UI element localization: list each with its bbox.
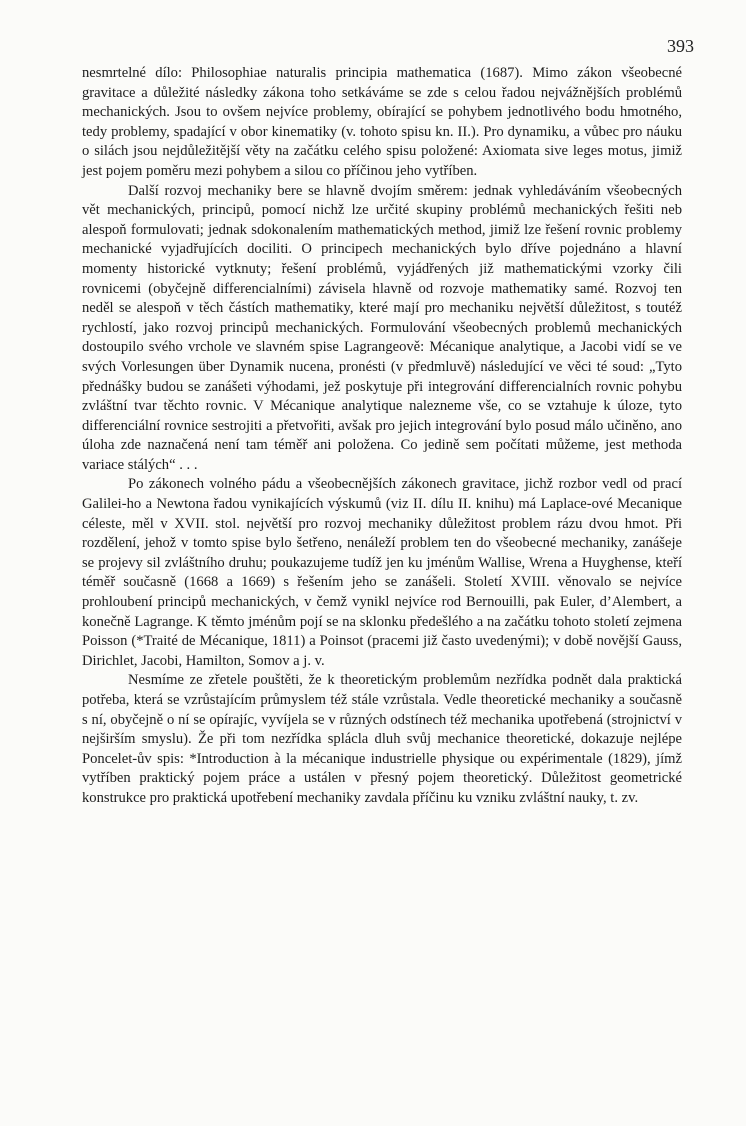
paragraph-2: Další rozvoj mechaniky bere se hlavně dvojím směrem: jednak vyhledáváním všeobecných vět mechanických, principů, pomocí nichž lze určité skupiny problémů mechanických řešiti neb alespoň formulovati; jednak sdokonalením mathematických method, jimiž lze řešení rovnic problemy mechanické vyjadřujících dociliti. O principech mechanických bylo dříve pojednáno a hlavní momenty historické vytknuty; řešení problémů, vyjádřených již mathematickými vzorky čili rovnicemi (obyčejně differencialními) závisela hlavně od rozvoje mathematiky samé. Rozvoj ten neděl se alespoň v těch částích mathematiky, které mají pro mechaniku největší důležitost, s toutéž rychlostí, jako rozvoj principů mechanických. Formulování všeobecných problemů mechanických dostoupilo svého vrchole ve slavném spise Lagrangeově: Mécanique analytique, a Jacobi vidí se ve svých Vorlesungen über Dynamik nucena, pronésti (v předmluvě) následující ve věci té soud: „Tyto přednášky budou se zanášeti výhodami, jež poskytuje při integrování differencialních rovnic pohybu zvláštní tvar těchto rovnic. V Mécanique analytique nalezneme vše, co se vztahuje k úloze, tyto differenciální rovnice sestrojiti a přetvořiti, avšak pro jejich integrování bylo posud málo učiněno, ano úloha zde naznačená není tam téměř ani položena. Co jedině sem počítati můžeme, jest methoda variace stálých“ . . . [82,182,682,473]
body-text [82,64,682,809]
page-number: 393 [667,36,694,56]
paragraph-3: Po zákonech volného pádu a všeobecnějších zákonech gravitace, jichž rozbor vedl od prací Galilei-ho a Newtona řadou vynikajících výskumů (viz II. dílu II. knihu) má Laplace-ové Mecanique céleste, měl v XVII. stol. největší pro rozvoj mechaniky důležitost problem rázu dvou hmot. Při rozdělení, jehož v tomto spise bylo šetřeno, nenáleží problem ten do všeobecné mechaniky, zanášeje se projevy sil zvláštního druhu; poukazujeme tudíž jen ku jménům Wallise, Wrena a Huyghense, kteří téměř současně (1668 a 1669) s řešením jeho se zanášeli. Století XVIII. věnovalo se nejvíce prohloubení principů mechanických, v čemž vynikl nejvíce rod Bernouilli, pak Euler, d’Alembert, a konečně Lagrange. K těmto jménům pojí se na sklonku předešlého a na začátku tohoto století zejmena Poisson (*Traité de Mécanique, 1811) a Poinsot (pracemi již často uvedenými); v době novější Gauss, Dirichlet, Jacobi, Hamilton, Somov a j. v. [82,476,682,669]
paragraph-4: Nesmíme ze zřetele pouštěti, že k theoretickým problemům nezřídka podnět dala praktická potřeba, která se vzrůstajícím průmyslem též stále vzrůstala. Vedle theoretické mechaniky a současně s ní, obyčejně o ní se opírajíc, vyvíjela se v různých odstínech též mechanika upotřebená (strojnictví v nejširším smyslu). Že při tom nezřídka splácla dluh svůj mechanice theoretické, dokazuje nejlépe Poncelet-ův spis: *Introduction à la mécanique industrielle physique ou expérimentale (1829), jímž vytříben praktický pojem práce a ustálen v přesný pojem theoretický. Důležitost geometrické konstrukce pro praktická upotřebení mechaniky zavdala příčinu ku vzniku zvláštní nauky, t. zv. [82,672,682,806]
paragraph-1: nesmrtelné dílo: Philosophiae naturalis principia mathematica (1687). Mimo zákon všeobecné gravitace a důležité následky zákona toho setkáváme se zde s celou řadou nejvážnějších problémů mechanických. Jsou to ovšem nejvíce problemy, obírající se pohybem jednotlivého bodu hmotného, tedy problemy, spadající v obor kinematiky (v. tohoto spisu kn. II.). Pro dynamiku, a vůbec pro náuku o silách jsou nejdůležitější věty na začátku celého spisu položené: Axiomata sive leges motus, jimiž jest pojem poměru mezi pohybem a silou co příčinou jeho vytříben. [82,65,682,179]
